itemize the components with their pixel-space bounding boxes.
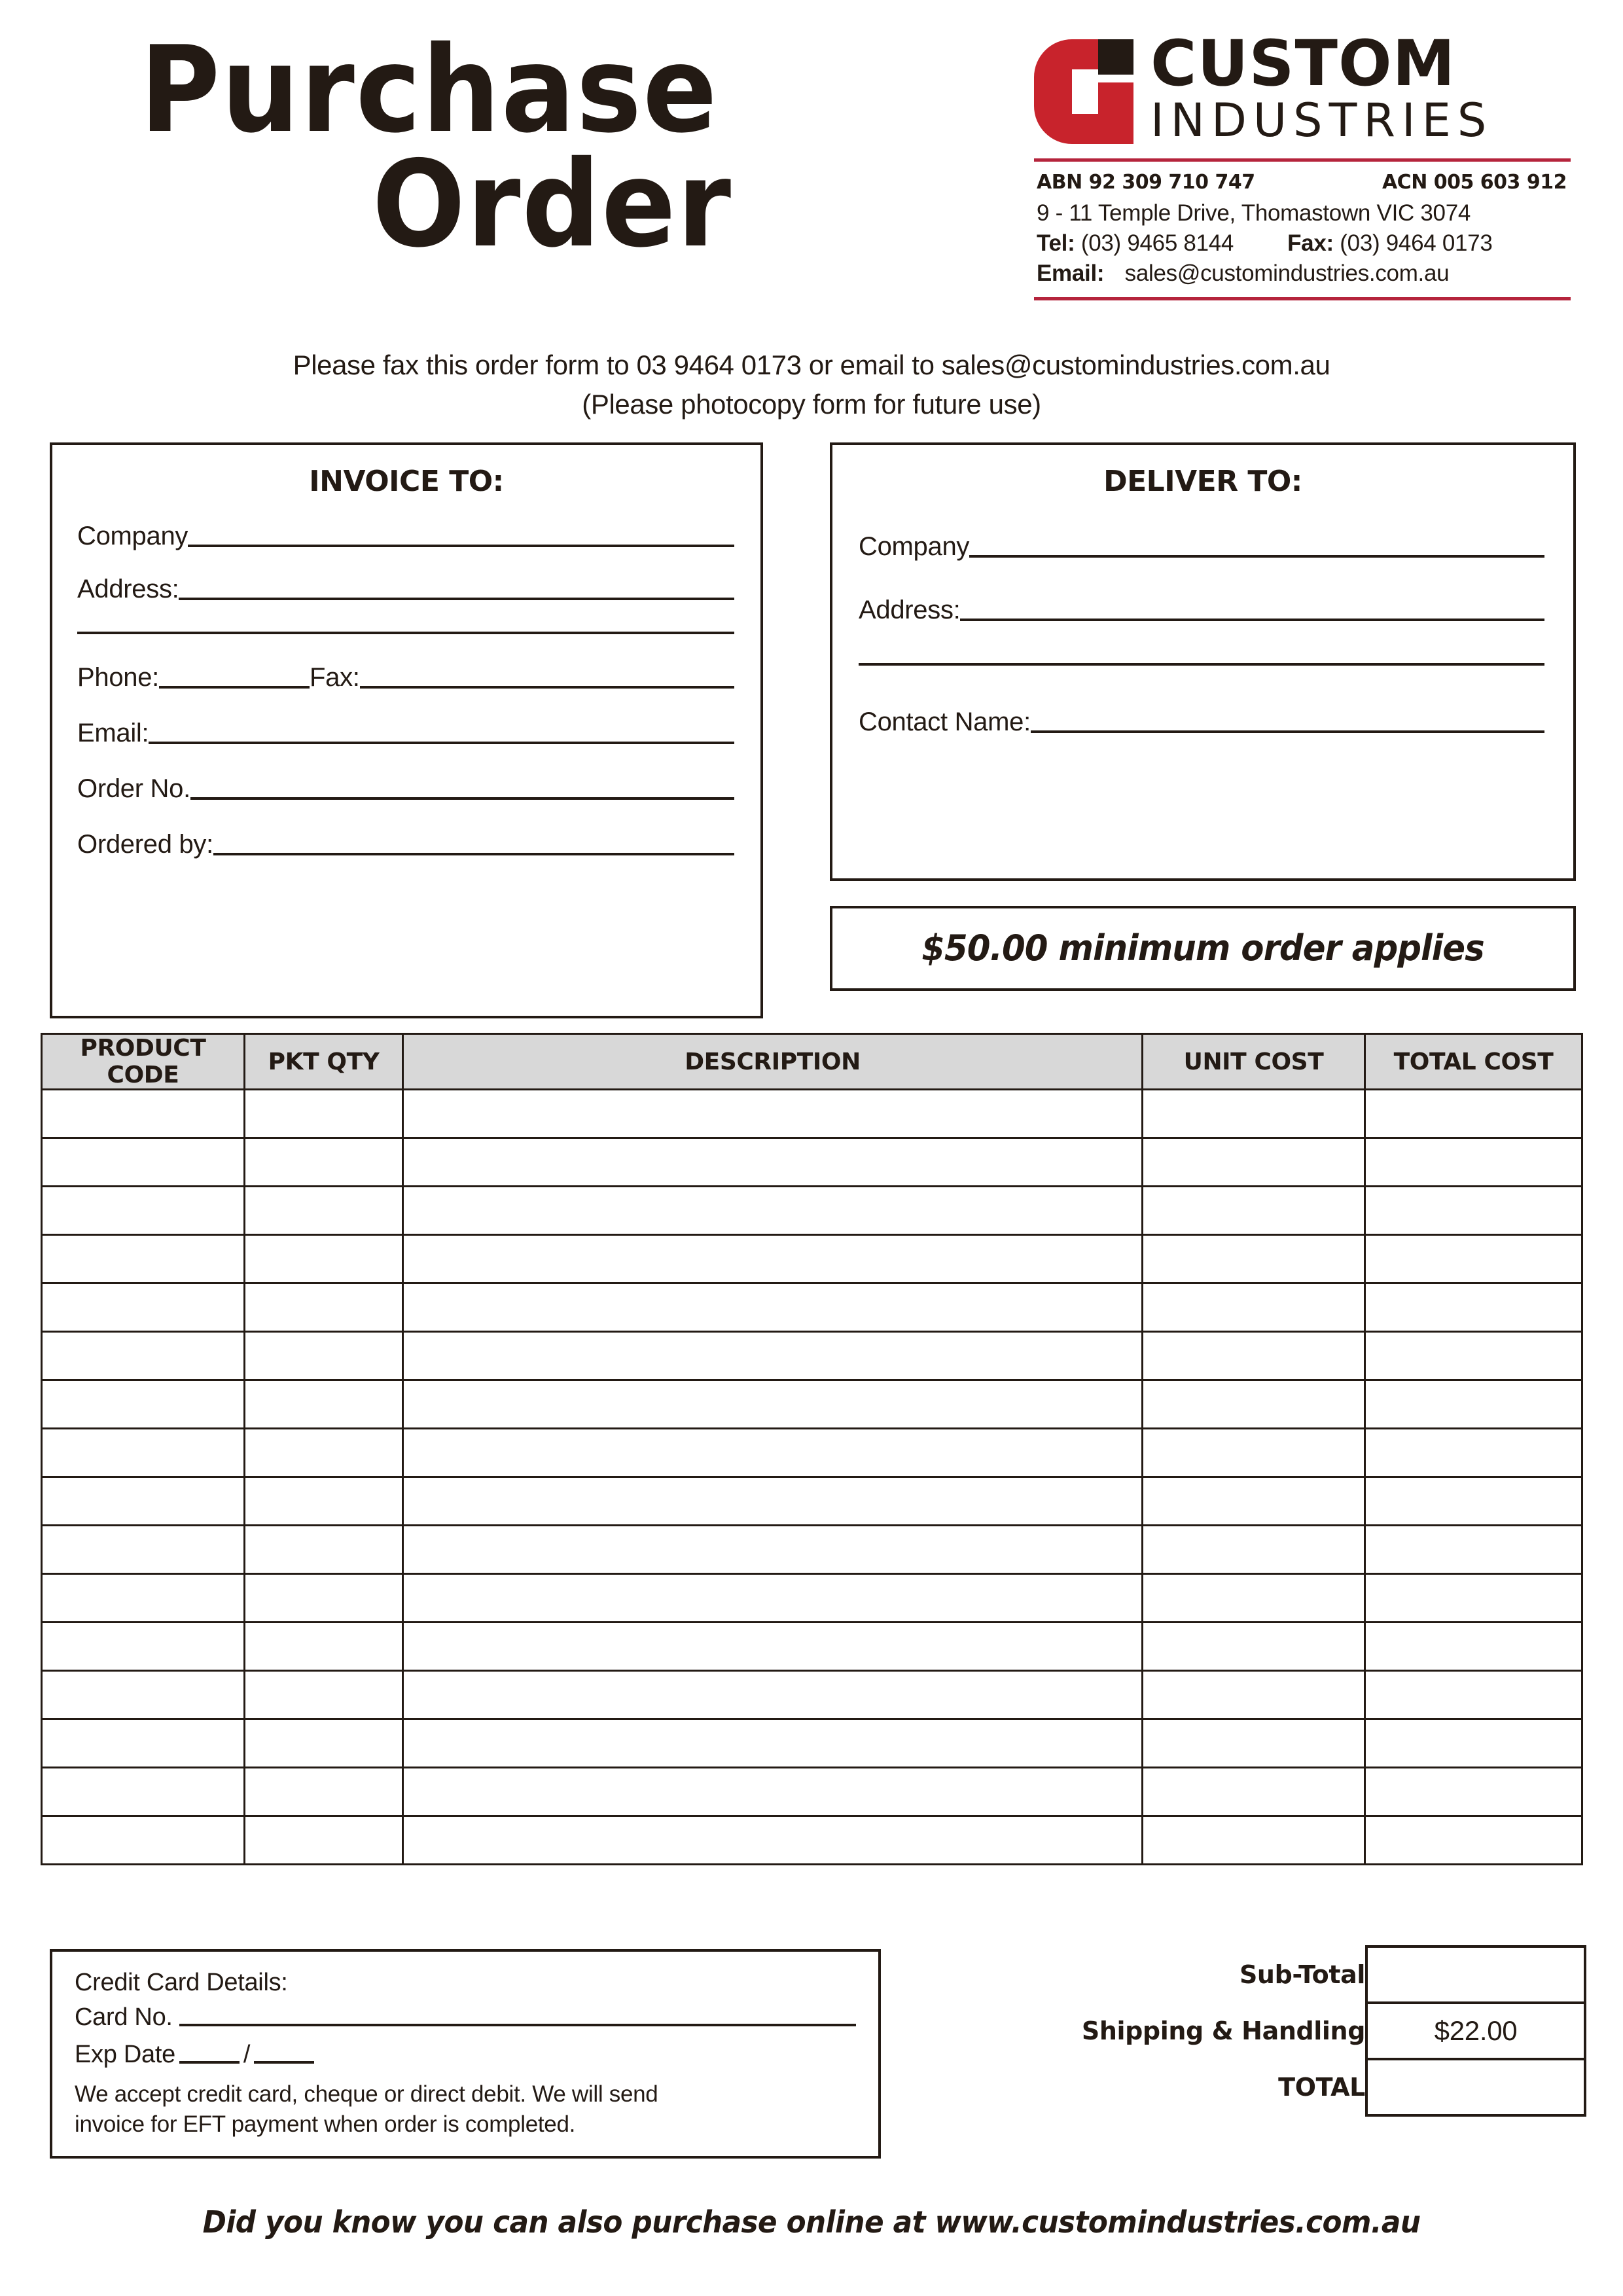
cell-description[interactable] — [403, 1719, 1143, 1768]
invoice-address-input[interactable] — [179, 598, 734, 600]
table-row — [42, 1187, 1582, 1235]
email-label: Email: — [1037, 260, 1105, 286]
column-header-product-code: PRODUCT CODE — [42, 1034, 245, 1090]
registration-numbers — [1034, 167, 1572, 196]
invoice-email-input[interactable] — [149, 742, 734, 744]
cell-unit-cost[interactable] — [1143, 1283, 1365, 1332]
deliver-contact-name-label: Contact Name: — [859, 708, 1031, 736]
table-row — [42, 1477, 1582, 1526]
cell-unit-cost[interactable] — [1143, 1574, 1365, 1623]
column-header-pkt-qty: PKT QTY — [245, 1034, 403, 1090]
cell-pkt-qty[interactable] — [245, 1187, 403, 1235]
cell-pkt-qty[interactable] — [245, 1816, 403, 1865]
exp-year-input[interactable] — [254, 2061, 314, 2064]
card-no-row — [75, 2003, 856, 2041]
table-header-row — [42, 1034, 1582, 1090]
totals-row — [1059, 2003, 1585, 2059]
product-line-items-table — [41, 1033, 1583, 1865]
order-totals-table — [1059, 1945, 1586, 2117]
deliver-address-row-2 — [832, 663, 1573, 671]
table-row — [42, 1671, 1582, 1719]
totals-body — [1059, 1946, 1585, 2115]
cell-product-code[interactable] — [42, 1138, 245, 1187]
cell-total-cost[interactable] — [1365, 1138, 1582, 1187]
cell-total-cost[interactable] — [1365, 1719, 1582, 1768]
cell-unit-cost[interactable] — [1143, 1187, 1365, 1235]
cell-unit-cost[interactable] — [1143, 1671, 1365, 1719]
cell-product-code[interactable] — [42, 1671, 245, 1719]
cell-product-code[interactable] — [42, 1477, 245, 1526]
cell-unit-cost[interactable] — [1143, 1429, 1365, 1477]
deliver-to-box — [830, 442, 1576, 881]
invoice-email-row — [52, 719, 760, 749]
deliver-contact-name-row — [832, 708, 1573, 738]
deliver-company-input[interactable] — [969, 555, 1544, 558]
page-title-line-2: Order — [372, 134, 732, 274]
company-branding — [1034, 27, 1584, 306]
page-title-line-1: Purchase — [139, 20, 719, 159]
invoice-company-label: Company — [77, 522, 188, 550]
cell-product-code[interactable] — [42, 1816, 245, 1865]
cell-pkt-qty[interactable] — [245, 1380, 403, 1429]
totals-label: TOTAL — [1278, 2073, 1365, 2102]
payment-note — [75, 2078, 856, 2140]
totals-label: Shipping & Handling — [1081, 2017, 1365, 2045]
cell-pkt-qty[interactable] — [245, 1574, 403, 1623]
logo-row — [1034, 27, 1584, 149]
minimum-order-notice — [830, 906, 1576, 991]
fax-label: Fax: — [1287, 230, 1334, 256]
table-row — [42, 1623, 1582, 1671]
cell-pkt-qty[interactable] — [245, 1671, 403, 1719]
brand-divider-bottom — [1034, 297, 1571, 300]
email-value: sales@customindustries.com.au — [1124, 260, 1450, 286]
brand-divider-top — [1034, 158, 1571, 162]
cell-total-cost[interactable] — [1365, 1671, 1582, 1719]
cell-description[interactable] — [403, 1187, 1143, 1235]
cell-total-cost[interactable] — [1365, 1235, 1582, 1283]
cell-description[interactable] — [403, 1816, 1143, 1865]
invoice-phone-input[interactable] — [159, 686, 310, 689]
invoice-address-row-2 — [52, 632, 760, 639]
invoice-ordered-by-label: Ordered by: — [77, 830, 213, 859]
table-row — [42, 1332, 1582, 1380]
minimum-order-text: $50.00 minimum order applies — [921, 927, 1484, 969]
brand-name-custom: CUSTOM — [1150, 27, 1456, 100]
cell-total-cost[interactable] — [1365, 1768, 1582, 1816]
cell-description[interactable] — [403, 1574, 1143, 1623]
cell-pkt-qty[interactable] — [245, 1235, 403, 1283]
cell-product-code[interactable] — [42, 1283, 245, 1332]
invoice-order-no-label: Order No. — [77, 774, 190, 803]
deliver-company-row — [832, 532, 1573, 563]
cell-pkt-qty[interactable] — [245, 1768, 403, 1816]
company-address: 9 - 11 Temple Drive, Thomastown VIC 3074 — [1037, 200, 1471, 226]
cell-product-code[interactable] — [42, 1187, 245, 1235]
company-phone-fax — [1034, 228, 1584, 258]
page-header — [0, 0, 1623, 340]
credit-card-details-box — [50, 1949, 881, 2159]
cell-pkt-qty[interactable] — [245, 1526, 403, 1574]
cell-description[interactable] — [403, 1429, 1143, 1477]
table-row — [42, 1429, 1582, 1477]
cell-pkt-qty[interactable] — [245, 1429, 403, 1477]
exp-date-label: Exp Date — [75, 2041, 175, 2068]
instructions-line-1: Please fax this order form to 03 9464 0173 or email to sales@customindustries.com.au — [293, 350, 1330, 380]
logo-i-dot — [1098, 39, 1133, 75]
cell-description[interactable] — [403, 1623, 1143, 1671]
cell-total-cost[interactable] — [1365, 1526, 1582, 1574]
instructions-line-2: (Please photocopy form for future use) — [582, 388, 1041, 420]
cell-pkt-qty[interactable] — [245, 1332, 403, 1380]
table-row — [42, 1526, 1582, 1574]
cell-total-cost[interactable] — [1365, 1283, 1582, 1332]
invoice-ordered-by-row — [52, 830, 760, 861]
cell-total-cost[interactable] — [1365, 1623, 1582, 1671]
payment-note-line-2: invoice for EFT payment when order is completed. — [75, 2111, 576, 2138]
totals-label: Sub-Total — [1239, 1960, 1365, 1989]
deliver-address-row — [832, 596, 1573, 626]
card-no-label: Card No. — [75, 2003, 173, 2031]
cell-total-cost[interactable] — [1365, 1380, 1582, 1429]
deliver-to-title: DELIVER TO: — [1103, 465, 1302, 498]
invoice-address-row — [52, 575, 760, 605]
cell-unit-cost[interactable] — [1143, 1816, 1365, 1865]
invoice-company-input[interactable] — [188, 545, 734, 547]
cell-product-code[interactable] — [42, 1429, 245, 1477]
cell-total-cost[interactable] — [1365, 1332, 1582, 1380]
logo-i-stem — [1098, 82, 1133, 144]
invoice-to-box — [50, 442, 763, 1018]
cell-total-cost[interactable] — [1365, 1090, 1582, 1138]
abn-number: ABN 92 309 710 747 — [1037, 171, 1255, 194]
phone-fax-spacer — [1234, 230, 1287, 257]
cell-description[interactable] — [403, 1671, 1143, 1719]
invoice-email-label: Email: — [77, 719, 149, 747]
deliver-contact-name-input[interactable] — [1031, 730, 1544, 733]
tel-label: Tel: — [1037, 230, 1075, 256]
cell-description[interactable] — [403, 1332, 1143, 1380]
cell-unit-cost[interactable] — [1143, 1332, 1365, 1380]
cell-pkt-qty[interactable] — [245, 1477, 403, 1526]
credit-card-title: Credit Card Details: — [75, 1969, 288, 1996]
invoice-order-no-row — [52, 774, 760, 805]
deliver-address-input-2[interactable] — [859, 663, 1544, 666]
page-title — [116, 20, 971, 274]
card-no-input[interactable] — [179, 2024, 856, 2026]
company-email — [1034, 258, 1584, 288]
exp-month-input[interactable] — [179, 2061, 240, 2064]
brand-wordmark — [1150, 27, 1493, 148]
acn-number: ACN 005 603 912 — [1382, 171, 1567, 194]
cell-unit-cost[interactable] — [1143, 1623, 1365, 1671]
cell-description[interactable] — [403, 1283, 1143, 1332]
invoice-order-no-input[interactable] — [190, 797, 734, 800]
cell-product-code[interactable] — [42, 1719, 245, 1768]
instructions-block — [0, 346, 1623, 423]
cell-description[interactable] — [403, 1090, 1143, 1138]
table-row — [42, 1719, 1582, 1768]
cell-description[interactable] — [403, 1235, 1143, 1283]
cell-pkt-qty[interactable] — [245, 1623, 403, 1671]
totals-value[interactable] — [1366, 1946, 1585, 2003]
exp-date-separator: / — [243, 2041, 251, 2068]
cell-total-cost[interactable] — [1365, 1574, 1582, 1623]
totals-value[interactable]: $22.00 — [1366, 2003, 1585, 2059]
totals-row — [1059, 2059, 1585, 2115]
table-row — [42, 1090, 1582, 1138]
exp-date-row — [75, 2041, 856, 2078]
cell-unit-cost[interactable] — [1143, 1719, 1365, 1768]
fax-value: (03) 9464 0173 — [1340, 230, 1493, 256]
invoice-fax-input[interactable] — [360, 686, 734, 689]
cell-product-code[interactable] — [42, 1332, 245, 1380]
column-header-total-cost: TOTAL COST — [1365, 1034, 1582, 1090]
cell-description[interactable] — [403, 1768, 1143, 1816]
cell-product-code[interactable] — [42, 1768, 245, 1816]
cell-unit-cost[interactable] — [1143, 1477, 1365, 1526]
footer-promo-text: Did you know you can also purchase online at www.customindustries.com.au — [202, 2204, 1421, 2240]
cell-unit-cost[interactable] — [1143, 1235, 1365, 1283]
invoice-company-row — [52, 522, 760, 552]
cell-product-code[interactable] — [42, 1526, 245, 1574]
invoice-fax-label: Fax: — [309, 663, 360, 692]
product-table-body — [42, 1090, 1582, 1865]
custom-industries-logo-icon — [1034, 31, 1133, 144]
table-row — [42, 1283, 1582, 1332]
totals-row — [1059, 1946, 1585, 2003]
table-row — [42, 1380, 1582, 1429]
table-row — [42, 1138, 1582, 1187]
cell-description[interactable] — [403, 1526, 1143, 1574]
invoice-address-input-2[interactable] — [77, 632, 734, 634]
brand-name-industries: INDUSTRIES — [1150, 94, 1493, 148]
invoice-phone-fax-row — [52, 663, 760, 694]
cell-total-cost[interactable] — [1365, 1477, 1582, 1526]
table-row — [42, 1816, 1582, 1865]
cell-unit-cost[interactable] — [1143, 1768, 1365, 1816]
cell-unit-cost[interactable] — [1143, 1090, 1365, 1138]
cell-product-code[interactable] — [42, 1574, 245, 1623]
tel-value: (03) 9465 8144 — [1080, 230, 1234, 256]
cell-total-cost[interactable] — [1365, 1187, 1582, 1235]
cell-description[interactable] — [403, 1380, 1143, 1429]
invoice-to-title: INVOICE TO: — [309, 465, 504, 498]
cell-description[interactable] — [403, 1138, 1143, 1187]
cell-product-code[interactable] — [42, 1235, 245, 1283]
cell-pkt-qty[interactable] — [245, 1283, 403, 1332]
deliver-company-label: Company — [859, 532, 970, 561]
table-row — [42, 1235, 1582, 1283]
column-header-unit-cost: UNIT COST — [1143, 1034, 1365, 1090]
deliver-address-label: Address: — [859, 596, 961, 624]
table-row — [42, 1768, 1582, 1816]
cell-pkt-qty[interactable] — [245, 1719, 403, 1768]
cell-pkt-qty[interactable] — [245, 1090, 403, 1138]
cell-total-cost[interactable] — [1365, 1816, 1582, 1865]
cell-unit-cost[interactable] — [1143, 1138, 1365, 1187]
table-row — [42, 1574, 1582, 1623]
totals-value[interactable] — [1366, 2059, 1585, 2115]
deliver-address-input[interactable] — [960, 619, 1544, 621]
invoice-address-label: Address: — [77, 575, 179, 603]
payment-note-line-1: We accept credit card, cheque or direct debit. We will send — [75, 2081, 658, 2107]
cell-product-code[interactable] — [42, 1623, 245, 1671]
column-header-description: DESCRIPTION — [403, 1034, 1143, 1090]
invoice-ordered-by-input[interactable] — [213, 853, 734, 855]
cell-product-code[interactable] — [42, 1380, 245, 1429]
cell-unit-cost[interactable] — [1143, 1526, 1365, 1574]
cell-total-cost[interactable] — [1365, 1429, 1582, 1477]
cell-description[interactable] — [403, 1477, 1143, 1526]
invoice-phone-label: Phone: — [77, 663, 159, 692]
cell-pkt-qty[interactable] — [245, 1138, 403, 1187]
cell-unit-cost[interactable] — [1143, 1380, 1365, 1429]
cell-product-code[interactable] — [42, 1090, 245, 1138]
